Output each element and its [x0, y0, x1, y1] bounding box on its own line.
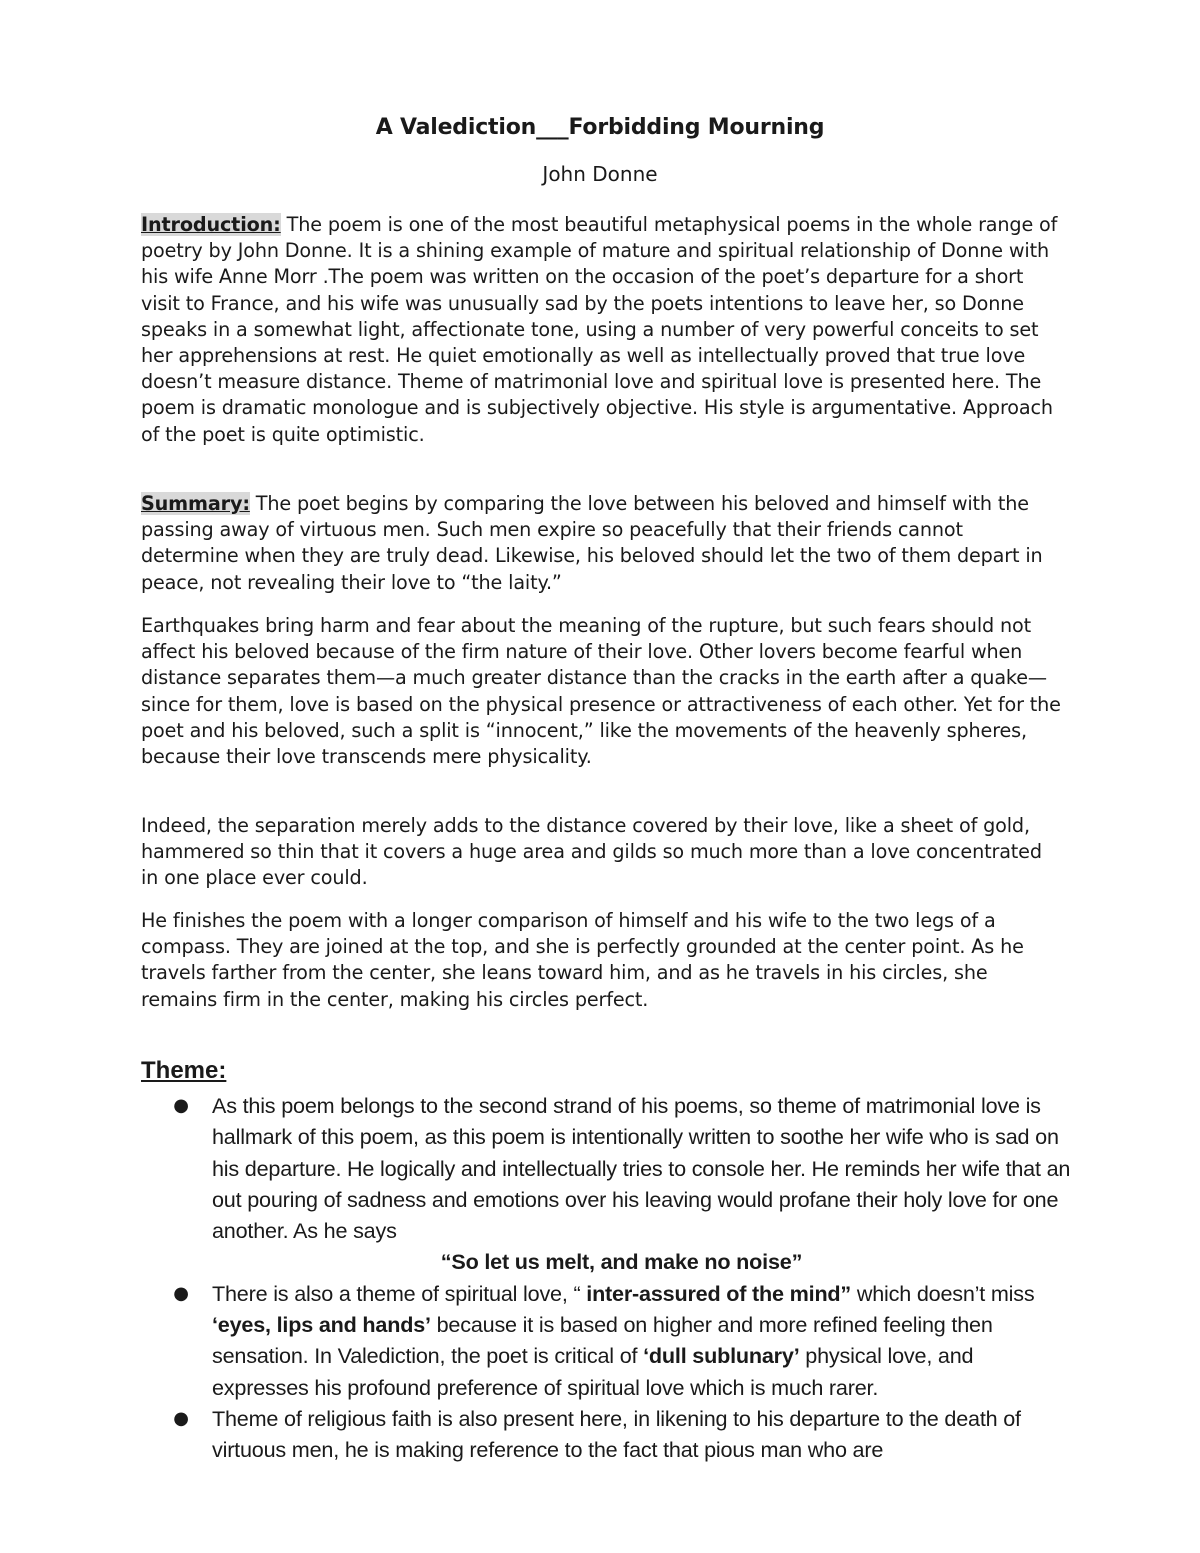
- list-item: [141, 1403, 1071, 1466]
- introduction-text: The poem is one of the most beautiful metaphysical poems in the whole range of poetry by John Donne. It is a shining example of mature and spiritual relationship of Donne with his wife Anne Morr .The poem was written on the occasion of the poet’s departure for a short visit to France, and his wife was unusually sad by the poets intentions to leave her, so Donne speaks in a somewhat light, affectionate tone, using a number of very powerful conceits to set her apprehensions at rest. He quiet emotionally as well as intellectually proved that true love doesn’t measure distance. Theme of matrimonial love and spiritual love is presented here. The poem is dramatic monologue and is subjectively objective. His style is argumentative. Approach of the poet is quite optimistic.: [141, 213, 1058, 446]
- theme-item-text: As this poem belongs to the second strand of his poems, so theme of matrimonial love is hallmark of this poem, as this poem is intentionally written to soothe her wife who is sad on his departure. He logically and intellectually tries to console her. He reminds her wife that an out pouring of sadness and emotions over his leaving would profane their holy love for one another. As he says: [212, 1093, 1071, 1244]
- theme-quote: “So let us melt, and make no noise”: [440, 1249, 803, 1275]
- theme-item-bold: ‘eyes, lips and hands’: [212, 1312, 431, 1338]
- introduction-paragraph: [141, 212, 1061, 448]
- document-title: A Valediction___Forbidding Mourning: [375, 115, 825, 140]
- theme-item-bold: inter-assured of the mind”: [580, 1280, 852, 1306]
- summary-paragraph-2: Earthquakes bring harm and fear about the meaning of the rupture, but such fears should not affect his beloved because of the firm nature of their love. Other lovers become fearful when distance separates them—a much greater distance than the cracks in the earth after a quake—since for them, love is based on the physical presence or attractiveness of each other. Yet for the poet and his beloved, such a split is “innocent,” like the movements of the heavenly spheres, because their love transcends mere physicality.: [141, 614, 1061, 769]
- theme-item-bold: ‘dull sublunary’: [643, 1343, 800, 1369]
- theme-item-text: Theme of religious faith is also present here, in likening to his departure to the death of virtuous men, he is making reference to the fact that pious man who are: [212, 1405, 1021, 1463]
- theme-item-text: physical love, and expresses his profound preference of spiritual love which is much rarer.: [212, 1343, 974, 1400]
- theme-item-text: which doesn’t miss: [851, 1280, 1035, 1306]
- theme-list: [141, 1090, 1071, 1466]
- summary-paragraph-3: Indeed, the separation merely adds to the distance covered by their love, like a sheet of gold, hammered so thin that it covers a huge area and gilds so much more than a love concentrated in one place ever could.: [141, 814, 1042, 890]
- bullet-icon: ●: [173, 1282, 189, 1304]
- list-item: [141, 1278, 1071, 1403]
- bullet-icon: ●: [173, 1095, 189, 1116]
- theme-item-text: There is also a theme of spiritual love, “: [212, 1280, 581, 1306]
- list-item: [141, 1090, 1071, 1278]
- introduction-label: Introduction:: [141, 213, 281, 236]
- author-name: John Donne: [542, 162, 658, 186]
- summary-paragraph: [141, 491, 1061, 596]
- theme-heading: Theme:: [141, 1057, 227, 1084]
- summary-text: The poet begins by comparing the love between his beloved and himself with the passing away of virtuous men. Such men expire so peacefully that their friends cannot determine when they are truly dead. Likewise, his beloved should let the two of them depart in peace, not revealing their love to “the laity.”: [141, 492, 1043, 594]
- summary-label: Summary:: [141, 492, 250, 515]
- theme-item-text: because it is based on higher and more refined feeling then sensation. In Valediction, the poet is critical of: [212, 1312, 993, 1369]
- summary-paragraph-4: He finishes the poem with a longer comparison of himself and his wife to the two legs of a compass. They are joined at the top, and she is perfectly grounded at the center point. As he travels farther from the center, she leans toward him, and as he travels in his circles, she remains firm in the center, making his circles perfect.: [141, 909, 1024, 1011]
- bullet-icon: ●: [173, 1407, 189, 1429]
